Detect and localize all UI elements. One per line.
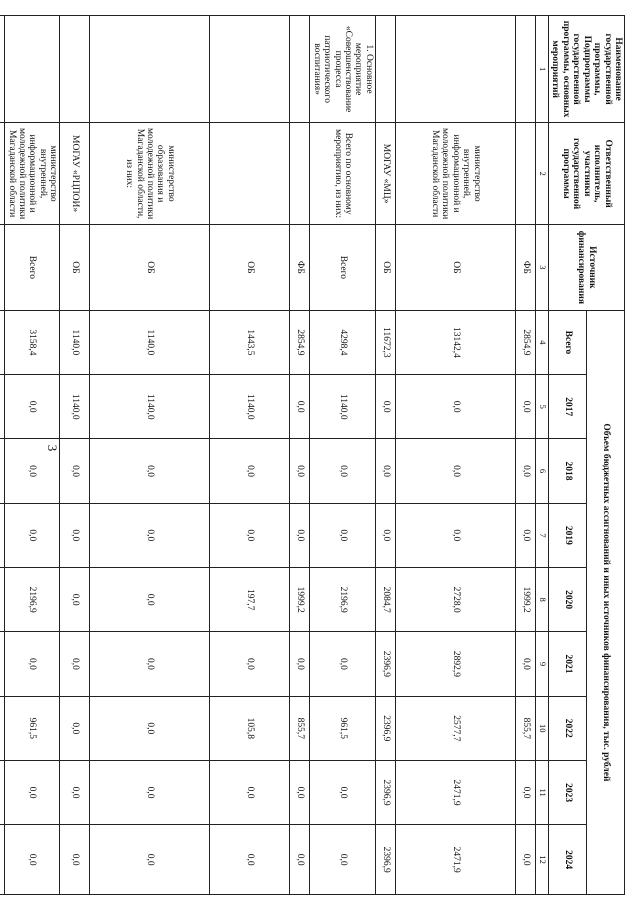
- value-cell: 11672,3: [375, 310, 395, 374]
- executor-cell: министерство образования и молодежной политики Магаданской области, из них:: [90, 123, 210, 225]
- value-cell: 0,0: [90, 825, 210, 895]
- value-cell: 0,0: [210, 503, 290, 567]
- executor-cell: [290, 123, 310, 225]
- value-cell: 0,0: [290, 760, 310, 824]
- header-executor: Ответственный исполнитель, участники государственной программы: [548, 123, 624, 225]
- value-cell: [0, 375, 5, 439]
- value-cell: 0,0: [515, 503, 535, 567]
- year-header: 2022: [548, 696, 586, 760]
- source-cell: ОБ: [60, 225, 90, 311]
- value-cell: 1140,0: [90, 310, 210, 374]
- value-cell: 0,0: [90, 503, 210, 567]
- table-row: [5, 16, 60, 895]
- value-cell: 0,0: [375, 375, 395, 439]
- value-cell: 2471,9: [395, 760, 515, 824]
- value-cell: 0,0: [290, 375, 310, 439]
- value-cell: 0,0: [395, 375, 515, 439]
- value-cell: 0,0: [290, 439, 310, 503]
- program-name-cell: [515, 16, 535, 123]
- value-cell: 855,7: [515, 696, 535, 760]
- source-cell: ОБ: [395, 225, 515, 311]
- page-number: 3: [45, 444, 60, 452]
- value-cell: 0,0: [5, 760, 60, 824]
- table-row: [0, 16, 5, 895]
- value-cell: 2084,7: [375, 568, 395, 632]
- financing-table: [0, 15, 625, 895]
- executor-cell: министерство внутренней, информационной и молодежной политики Магаданской области: [395, 123, 515, 225]
- value-cell: 0,0: [515, 375, 535, 439]
- value-cell: 0,0: [210, 439, 290, 503]
- value-cell: 2892,9: [395, 632, 515, 696]
- column-index: 4: [535, 310, 548, 374]
- table-row: [90, 16, 210, 895]
- value-cell: 0,0: [60, 632, 90, 696]
- program-name-cell: [0, 16, 5, 123]
- value-cell: 1999,2: [290, 568, 310, 632]
- value-cell: 1140,0: [60, 375, 90, 439]
- program-name-cell: 1. Основное мероприятие «Совершенствование процесса патриотического воспитания»: [310, 16, 376, 123]
- source-cell: ФБ: [515, 225, 535, 311]
- value-cell: 2396,9: [375, 825, 395, 895]
- value-cell: [0, 696, 5, 760]
- source-cell: [0, 225, 5, 311]
- column-index: 12: [535, 825, 548, 895]
- value-cell: 0,0: [90, 760, 210, 824]
- executor-cell: [210, 123, 290, 225]
- table-row: [210, 16, 290, 895]
- value-cell: 0,0: [395, 503, 515, 567]
- value-cell: 2471,9: [395, 825, 515, 895]
- value-cell: 855,7: [290, 696, 310, 760]
- table-row: [310, 16, 376, 895]
- value-cell: 0,0: [375, 439, 395, 503]
- value-cell: 2396,9: [375, 760, 395, 824]
- table-row: [60, 16, 90, 895]
- value-cell: 2396,9: [375, 696, 395, 760]
- value-cell: 0,0: [210, 632, 290, 696]
- value-cell: 0,0: [290, 632, 310, 696]
- value-cell: [0, 632, 5, 696]
- executor-cell: [515, 123, 535, 225]
- column-index: 11: [535, 760, 548, 824]
- value-cell: 2728,0: [395, 568, 515, 632]
- year-header: 2024: [548, 825, 586, 895]
- value-cell: 0,0: [515, 760, 535, 824]
- value-cell: 0,0: [310, 825, 376, 895]
- header-row: [586, 16, 624, 895]
- year-header: Всего: [548, 310, 586, 374]
- value-cell: 0,0: [5, 439, 60, 503]
- value-cell: 0,0: [60, 568, 90, 632]
- program-name-cell: [375, 16, 395, 123]
- executor-cell: МОГАУ «МЦ»: [375, 123, 395, 225]
- header-source: Источник финансирования: [548, 225, 624, 311]
- program-name-cell: [395, 16, 515, 123]
- year-header: 2017: [548, 375, 586, 439]
- source-cell: ОБ: [90, 225, 210, 311]
- value-cell: 0,0: [5, 825, 60, 895]
- value-cell: 2196,9: [5, 568, 60, 632]
- value-cell: [0, 825, 5, 895]
- column-index: 10: [535, 696, 548, 760]
- value-cell: 1140,0: [60, 310, 90, 374]
- value-cell: 0,0: [5, 503, 60, 567]
- value-cell: 13142,4: [395, 310, 515, 374]
- value-cell: 1140,0: [210, 375, 290, 439]
- value-cell: 4298,4: [310, 310, 376, 374]
- value-cell: 0,0: [60, 439, 90, 503]
- table-row: [290, 16, 310, 895]
- value-cell: [0, 439, 5, 503]
- value-cell: 1140,0: [90, 375, 210, 439]
- value-cell: 961,5: [310, 696, 376, 760]
- value-cell: [0, 310, 5, 374]
- value-cell: 0,0: [90, 632, 210, 696]
- value-cell: 197,7: [210, 568, 290, 632]
- header-volume: Объем бюджетных ассигнований и иных источников финансирования, тыс. рублей: [586, 310, 624, 894]
- column-index: 2: [535, 123, 548, 225]
- value-cell: 0,0: [310, 632, 376, 696]
- value-cell: 2854,9: [290, 310, 310, 374]
- value-cell: 0,0: [310, 439, 376, 503]
- value-cell: 0,0: [210, 760, 290, 824]
- column-index: 9: [535, 632, 548, 696]
- value-cell: 105,8: [210, 696, 290, 760]
- executor-cell: МОГАУ «РЦПОИ»: [60, 123, 90, 225]
- year-header: 2021: [548, 632, 586, 696]
- value-cell: 2196,9: [310, 568, 376, 632]
- value-cell: 0,0: [515, 825, 535, 895]
- executor-cell: Всего по основному мероприятию, из них:: [310, 123, 376, 225]
- source-cell: ОБ: [375, 225, 395, 311]
- value-cell: 0,0: [60, 696, 90, 760]
- program-name-cell: [210, 16, 290, 123]
- value-cell: 0,0: [5, 632, 60, 696]
- value-cell: 0,0: [515, 439, 535, 503]
- value-cell: 2577,7: [395, 696, 515, 760]
- program-name-cell: [5, 16, 60, 123]
- table-row: [395, 16, 515, 895]
- value-cell: 0,0: [375, 503, 395, 567]
- value-cell: 0,0: [90, 696, 210, 760]
- year-header: 2023: [548, 760, 586, 824]
- header-program-name: Наименование государственной программы, Подпрограммы государственной программы, основных мероприятий: [548, 16, 624, 123]
- value-cell: 0,0: [290, 503, 310, 567]
- value-cell: 0,0: [90, 439, 210, 503]
- executor-cell: министерство внутренней, информационной и молодежной политики Магаданской области: [5, 123, 60, 225]
- value-cell: 0,0: [90, 568, 210, 632]
- column-index: 8: [535, 568, 548, 632]
- rotated-page: [6, 15, 625, 895]
- column-index: 6: [535, 439, 548, 503]
- value-cell: 0,0: [60, 503, 90, 567]
- column-index: 7: [535, 503, 548, 567]
- value-cell: 961,5: [5, 696, 60, 760]
- value-cell: 3158,4: [5, 310, 60, 374]
- index-row: [535, 16, 548, 895]
- year-header: 2018: [548, 439, 586, 503]
- value-cell: 1140,0: [310, 375, 376, 439]
- source-cell: Всего: [5, 225, 60, 311]
- column-index: 1: [535, 16, 548, 123]
- value-cell: 0,0: [60, 760, 90, 824]
- value-cell: [0, 568, 5, 632]
- year-header: 2020: [548, 568, 586, 632]
- value-cell: [0, 760, 5, 824]
- value-cell: 0,0: [310, 760, 376, 824]
- value-cell: 1999,2: [515, 568, 535, 632]
- table-row: [375, 16, 395, 895]
- program-name-cell: [290, 16, 310, 123]
- executor-cell: [0, 123, 5, 225]
- value-cell: 0,0: [310, 503, 376, 567]
- source-cell: ФБ: [290, 225, 310, 311]
- column-index: 3: [535, 225, 548, 311]
- column-index: 5: [535, 375, 548, 439]
- value-cell: [0, 503, 5, 567]
- value-cell: 0,0: [210, 825, 290, 895]
- table-body: [0, 16, 535, 895]
- program-name-cell: [60, 16, 90, 123]
- value-cell: 0,0: [5, 375, 60, 439]
- year-header: 2019: [548, 503, 586, 567]
- program-name-cell: [90, 16, 210, 123]
- source-cell: ОБ: [210, 225, 290, 311]
- value-cell: 0,0: [60, 825, 90, 895]
- value-cell: 0,0: [290, 825, 310, 895]
- value-cell: 0,0: [395, 439, 515, 503]
- value-cell: 1443,5: [210, 310, 290, 374]
- value-cell: 2396,9: [375, 632, 395, 696]
- value-cell: 0,0: [515, 632, 535, 696]
- value-cell: 2854,9: [515, 310, 535, 374]
- source-cell: Всего: [310, 225, 376, 311]
- table-row: [515, 16, 535, 895]
